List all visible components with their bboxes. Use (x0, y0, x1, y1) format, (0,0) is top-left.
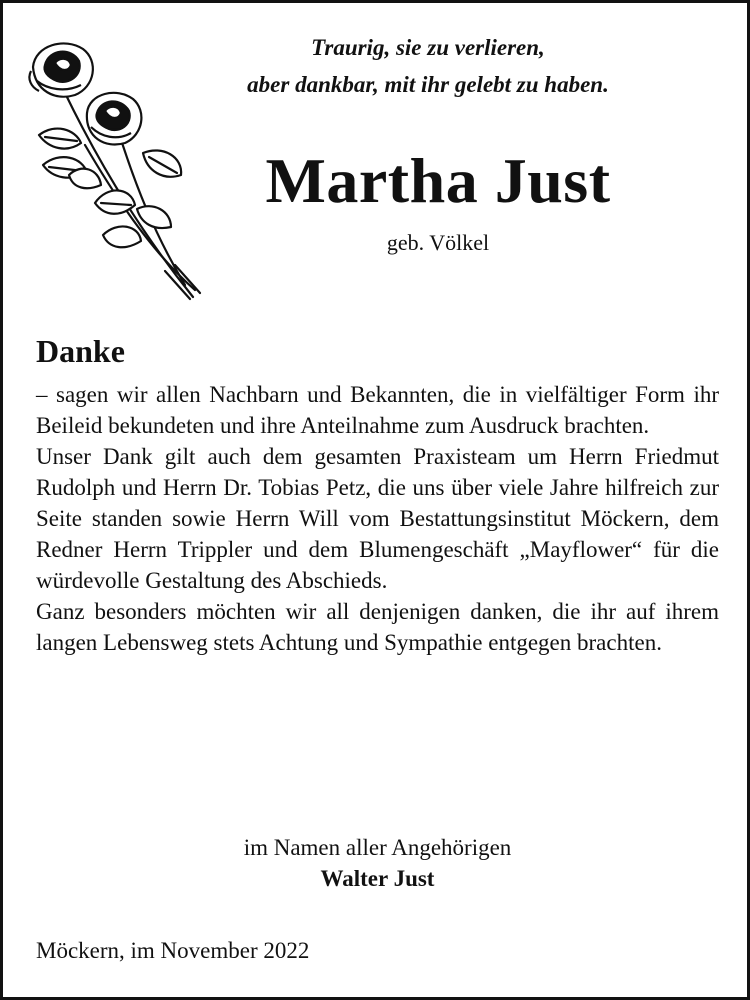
maiden-name: geb. Völkel (386, 230, 490, 255)
signer-name: Walter Just (320, 866, 435, 891)
thanks-heading: Danke (36, 333, 125, 369)
roses-icon (25, 35, 205, 307)
motto (193, 29, 663, 103)
deceased-name: Martha Just (265, 145, 611, 216)
thanks-paragraph: Ganz besonders möchten wir all denjenigen danken, die ihr auf ihrem langen Lebensweg stets Achtung und Sympathie entgegen brachten. (36, 599, 719, 655)
motto-line-2: aber dankbar, mit ihr gelebt zu haben. (247, 72, 609, 97)
thanks-paragraph: – sagen wir allen Nachbarn und Bekannten, die in vielfältiger Form ihr Beileid bekundeten und ihre Anteilnahme zum Ausdruck brachten. (36, 382, 719, 438)
thanks-paragraph: Unser Dank gilt auch dem gesamten Praxisteam um Herrn Friedmut Rudolph und Herrn Dr. Tobias Petz, die uns über viele Jahre hilfreich zur Seite standen sowie Herrn Will vom Bestattungsinstitut Möckern, dem Redner Herrn Trippler und dem Blumengeschäft „Mayflower“ für die würdevolle Gestaltung des Abschieds. (36, 444, 719, 593)
closing (36, 832, 719, 894)
place-date: Möckern, im November 2022 (36, 938, 310, 963)
thanks-text (36, 379, 719, 658)
on-behalf-line: im Namen aller Angehörigen (243, 835, 512, 860)
motto-line-1: Traurig, sie zu verlieren, (311, 35, 545, 60)
